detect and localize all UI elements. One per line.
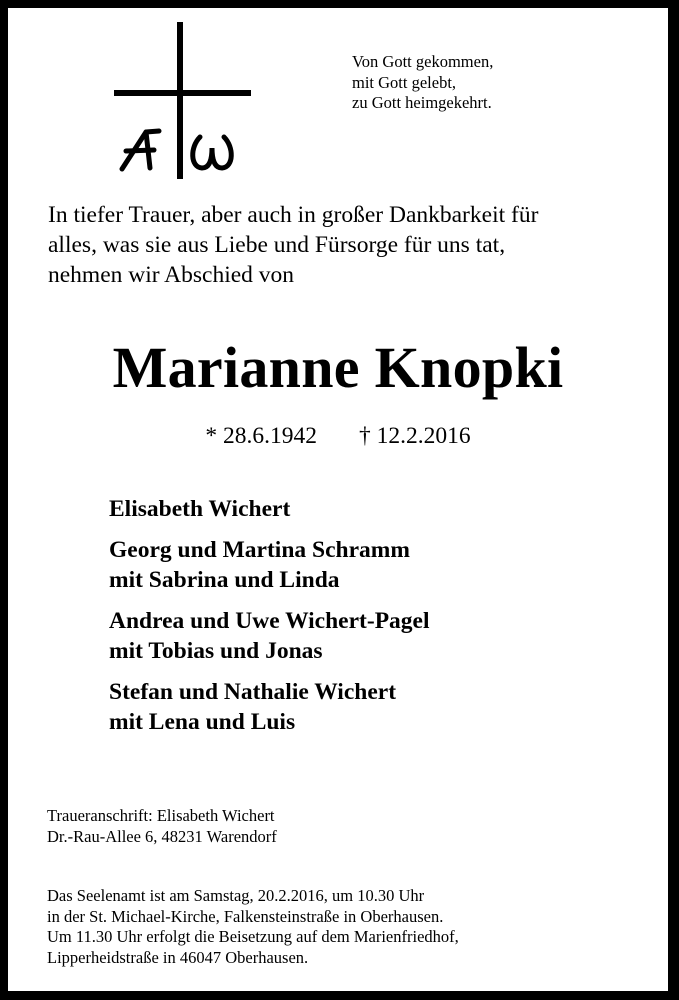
family-group	[109, 606, 430, 666]
family-group	[109, 494, 430, 524]
address-line: Traueranschrift: Elisabeth Wichert	[47, 806, 275, 825]
intro-line: In tiefer Trauer, aber auch in großer Dankbarkeit für	[48, 202, 539, 228]
service-line: Das Seelenamt ist am Samstag, 20.2.2016, um 10.30 Uhr	[47, 886, 425, 905]
intro-line: nehmen wir Abschied von	[48, 262, 295, 288]
service-line: Um 11.30 Uhr erfolgt die Beisetzung auf dem Marienfriedhof,	[47, 927, 459, 946]
motto-line: mit Gott gelebt,	[352, 72, 457, 92]
intro-line: alles, was sie aus Liebe und Fürsorge für uns tat,	[48, 232, 506, 258]
deceased-name: Marianne Knopki	[112, 335, 564, 400]
motto-line: zu Gott heimgekehrt.	[352, 93, 492, 112]
family-line: Georg und Martina Schramm	[109, 537, 410, 563]
service-details	[47, 886, 459, 968]
motto-line: Von Gott gekommen,	[352, 52, 494, 71]
motto-verse	[352, 52, 493, 114]
intro-text	[48, 200, 668, 290]
address-line: Dr.-Rau-Allee 6, 48231 Warendorf	[47, 826, 277, 846]
life-dates	[8, 421, 668, 451]
family-list	[109, 494, 430, 748]
mourning-address	[47, 806, 277, 847]
birth-date: * 28.6.1942	[205, 423, 317, 449]
family-line: Andrea und Uwe Wichert-Pagel	[109, 608, 430, 634]
family-group	[109, 677, 430, 737]
death-date: † 12.2.2016	[359, 423, 471, 449]
family-line: Stefan und Nathalie Wichert	[109, 679, 397, 705]
family-line: Elisabeth Wichert	[109, 496, 291, 522]
service-line: in der St. Michael-Kirche, Falkensteinstraße in Oberhausen.	[47, 906, 444, 926]
cross-alpha-omega-icon	[104, 22, 254, 187]
family-line: mit Tobias und Jonas	[109, 638, 323, 664]
family-line: mit Lena und Luis	[109, 709, 296, 735]
family-line: mit Sabrina und Linda	[109, 567, 340, 593]
family-group	[109, 535, 430, 595]
obituary-card	[8, 8, 668, 991]
service-line: Lipperheidstraße in 46047 Oberhausen.	[47, 947, 309, 967]
